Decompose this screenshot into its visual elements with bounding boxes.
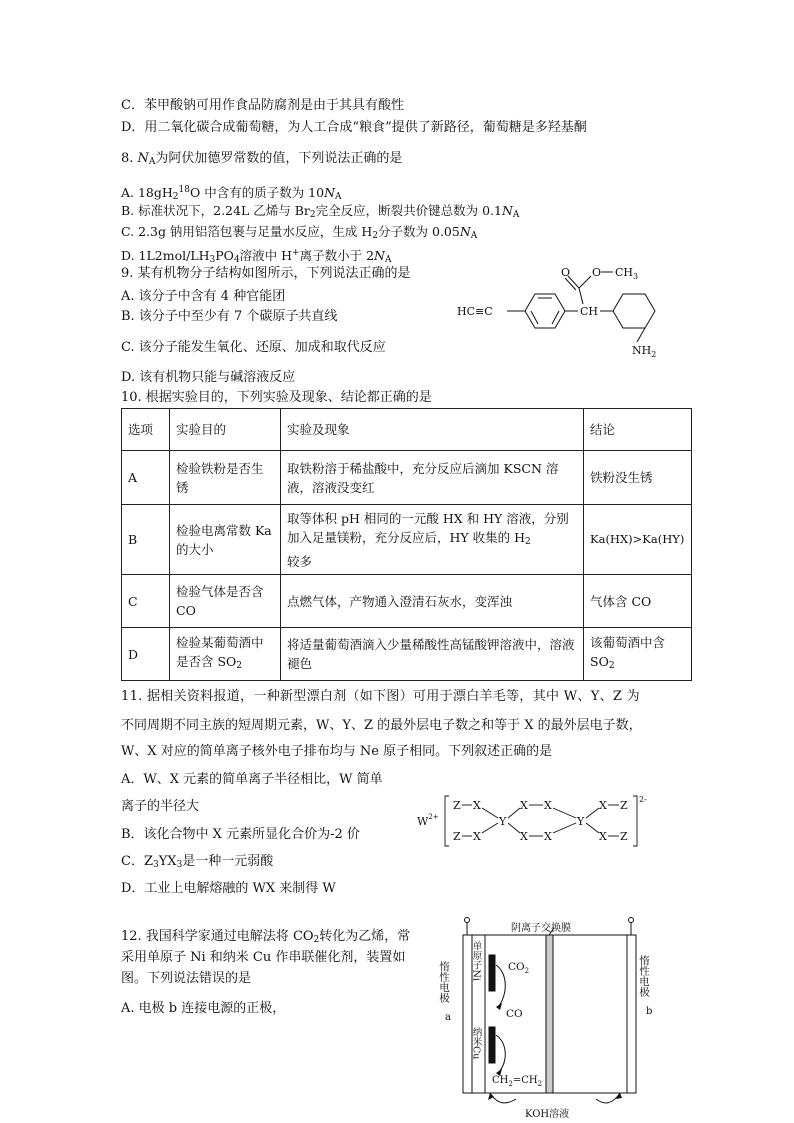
co2-label: $CO_2$ xyxy=(508,961,530,975)
q7-option-c: C．苯甲酸钠可用作食品防腐剂是由于其具有酸性 xyxy=(121,98,404,113)
q12-stem-line-2: 采用单原子 Ni 和纳米 Cu 作串联催化剂，装置如 xyxy=(121,950,406,965)
anion-charge-label: 2- xyxy=(639,795,647,804)
membrane-label: 阴离子交换膜 xyxy=(511,923,571,934)
q11-stem-line-3: W、X 对应的简单离子核外电子排布均与 Ne 原子相同。下列叙述正确的是 xyxy=(121,744,553,759)
q9-option-b: B. 该分子中至少有 7 个碳原子共直线 xyxy=(121,309,338,324)
cu-catalyst xyxy=(489,1027,495,1063)
koh-solution-label: KOH溶液 xyxy=(525,1109,570,1120)
q8-option-b: B. 标准状况下，2.24L 乙烯与 $Br_2$完全反应，断裂共价键总数为 $0.1N_A$ xyxy=(121,203,520,220)
ethynyl-label: HC≡C xyxy=(457,305,493,318)
q11-option-b: B．该化合物中 X 元素所显化合价为-2 价 xyxy=(121,827,360,842)
svg-text:X: X xyxy=(520,830,528,843)
svg-text:X: X xyxy=(473,799,481,812)
q11-structure-figure xyxy=(413,792,653,850)
svg-text:Z: Z xyxy=(620,830,628,843)
q11-option-c: C．$Z_3YX_3$是一种一元弱酸 xyxy=(121,854,274,870)
ester-o-label: O xyxy=(592,266,602,279)
svg-text:X: X xyxy=(544,830,552,843)
carbonyl-o-label: O xyxy=(561,266,571,279)
q12-stem-line-1: 12. 我国科学家通过电解法将 $CO_2$转化为乙烯，常 xyxy=(121,929,411,945)
w-cation-label: $W^{2+}$ xyxy=(417,813,439,828)
table-row xyxy=(122,628,692,681)
ethylene-label: $CH_2=CH_2$ xyxy=(492,1075,543,1088)
table-row xyxy=(122,505,692,575)
row-conclusion: 该葡萄酒中含 $SO_2$ xyxy=(584,628,692,681)
q8-option-a: A. $18gH_2^{18}O$ 中含有的质子数为 $10N_A$ xyxy=(121,185,342,202)
table-header-row xyxy=(122,409,692,451)
row-procedure: 取等体积 pH 相同的一元酸 HX 和 HY 溶液，分别加入足量镁粉，充分反应后，HY 收集的 $H_2$ 较多 xyxy=(281,505,584,575)
q7-option-d: D．用二氧化碳合成葡萄糖，为人工合成“粮食”提供了新路径，葡萄糖是多羟基酮 xyxy=(121,120,587,135)
q8-option-d: D. $1L2mol/LH_3PO_4$溶液中 H+离子数小于 $2N_A$ xyxy=(121,248,392,265)
svg-text:Y: Y xyxy=(499,815,507,828)
row-conclusion: 气体含 CO xyxy=(584,575,692,628)
q10-stem: 10. 根据实验目的，下列实验及现象、结论都正确的是 xyxy=(121,390,432,405)
ni-catalyst-label: 单原子Ni xyxy=(470,941,482,981)
row-conclusion: Ka(HX)>Ka(HY) xyxy=(584,505,692,575)
header-goal: 实验目的 xyxy=(170,409,281,451)
row-procedure: 取铁粉溶于稀盐酸中，充分反应后滴加 KSCN 溶液，溶液没变红 xyxy=(281,451,584,505)
svg-text:X: X xyxy=(599,830,607,843)
ch-label: CH xyxy=(580,305,599,318)
electrode-a-label: a xyxy=(445,1012,451,1023)
row-option: B xyxy=(122,505,170,575)
cu-catalyst-label: 纳米Cu xyxy=(470,1027,482,1060)
ni-catalyst xyxy=(489,955,495,991)
q12-stem-line-3: 图。下列说法错误的是 xyxy=(121,971,252,986)
row-goal: 检验铁粉是否生锈 xyxy=(170,451,281,505)
q9-option-c: C. 该分子能发生氧化、还原、加成和取代反应 xyxy=(121,340,386,355)
header-conclusion: 结论 xyxy=(584,409,692,451)
table-row xyxy=(122,575,692,628)
q11-stem-line-1: 11. 据相关资料报道，一种新型漂白剂（如下图）可用于漂白羊毛等，其中 W、Y、Z 为 xyxy=(121,689,640,704)
q9-molecule-figure xyxy=(455,262,670,362)
svg-text:X: X xyxy=(599,799,607,812)
table-row xyxy=(122,451,692,505)
q12-electrolysis-figure xyxy=(436,915,666,1120)
svg-text:X: X xyxy=(544,799,552,812)
q11-option-a-line-1: A．W、X 元素的简单离子半径相比，W 简单 xyxy=(121,772,383,787)
svg-text:X: X xyxy=(520,799,528,812)
row-goal: 检验某葡萄酒中是否含 $SO_2$ xyxy=(170,628,281,681)
electrode-b-label: b xyxy=(646,1006,653,1017)
header-option: 选项 xyxy=(122,409,170,451)
anion-exchange-membrane xyxy=(546,935,553,1093)
q8-stem: 8. $N_A$为阿伏加德罗常数的值，下列说法正确的是 xyxy=(121,151,403,167)
right-electrode-label: 惰性电极 xyxy=(638,955,650,997)
row-conclusion: 铁粉没生锈 xyxy=(584,451,692,505)
q9-option-d: D. 该有机物只能与碱溶液反应 xyxy=(121,370,296,385)
svg-text:Z: Z xyxy=(453,830,461,843)
row-option: C xyxy=(122,575,170,628)
svg-text:Z: Z xyxy=(453,799,461,812)
svg-text:Y: Y xyxy=(577,815,585,828)
q9-stem: 9. 某有机物分子结构如图所示，下列说法正确的是 xyxy=(121,266,411,281)
row-option: D xyxy=(122,628,170,681)
row-goal: 检验气体是否含 CO xyxy=(170,575,281,628)
row-option: A xyxy=(122,451,170,505)
header-procedure: 实验及现象 xyxy=(281,409,584,451)
co-label: CO xyxy=(506,1008,523,1020)
q8-option-c: C. 2.3g 钠用铝箔包裹与足量水反应，生成 $H_2$分子数为 $0.05N_A$ xyxy=(121,224,478,241)
q11-stem-line-2: 不同周期不同主族的短周期元素，W、Y、Z 的最外层电子数之和等于 X 的最外层电子数， xyxy=(121,718,642,733)
q10-experiment-table xyxy=(121,408,692,681)
cyclohexane-ring xyxy=(613,294,655,328)
left-electrode-label: 惰性电极 xyxy=(438,961,450,1003)
methyl-label: $CH_3$ xyxy=(615,266,639,281)
svg-text:X: X xyxy=(473,830,481,843)
q9-option-a: A. 该分子中含有 4 种官能团 xyxy=(121,289,286,304)
q11-option-d: D．工业上电解熔融的 WX 来制得 W xyxy=(121,881,336,896)
q11-option-a-line-2: 离子的半径大 xyxy=(121,799,200,814)
row-goal: 检验电离常数 Ka 的大小 xyxy=(170,505,281,575)
svg-text:Z: Z xyxy=(620,799,628,812)
amine-label: $NH_2$ xyxy=(632,344,657,359)
row-procedure: 点燃气体，产物通入澄清石灰水，变浑浊 xyxy=(281,575,584,628)
row-procedure: 将适量葡萄酒滴入少量稀酸性高锰酸钾溶液中，溶液褪色 xyxy=(281,628,584,681)
q12-option-a: A. 电极 b 连接电源的正极， xyxy=(121,1001,286,1016)
